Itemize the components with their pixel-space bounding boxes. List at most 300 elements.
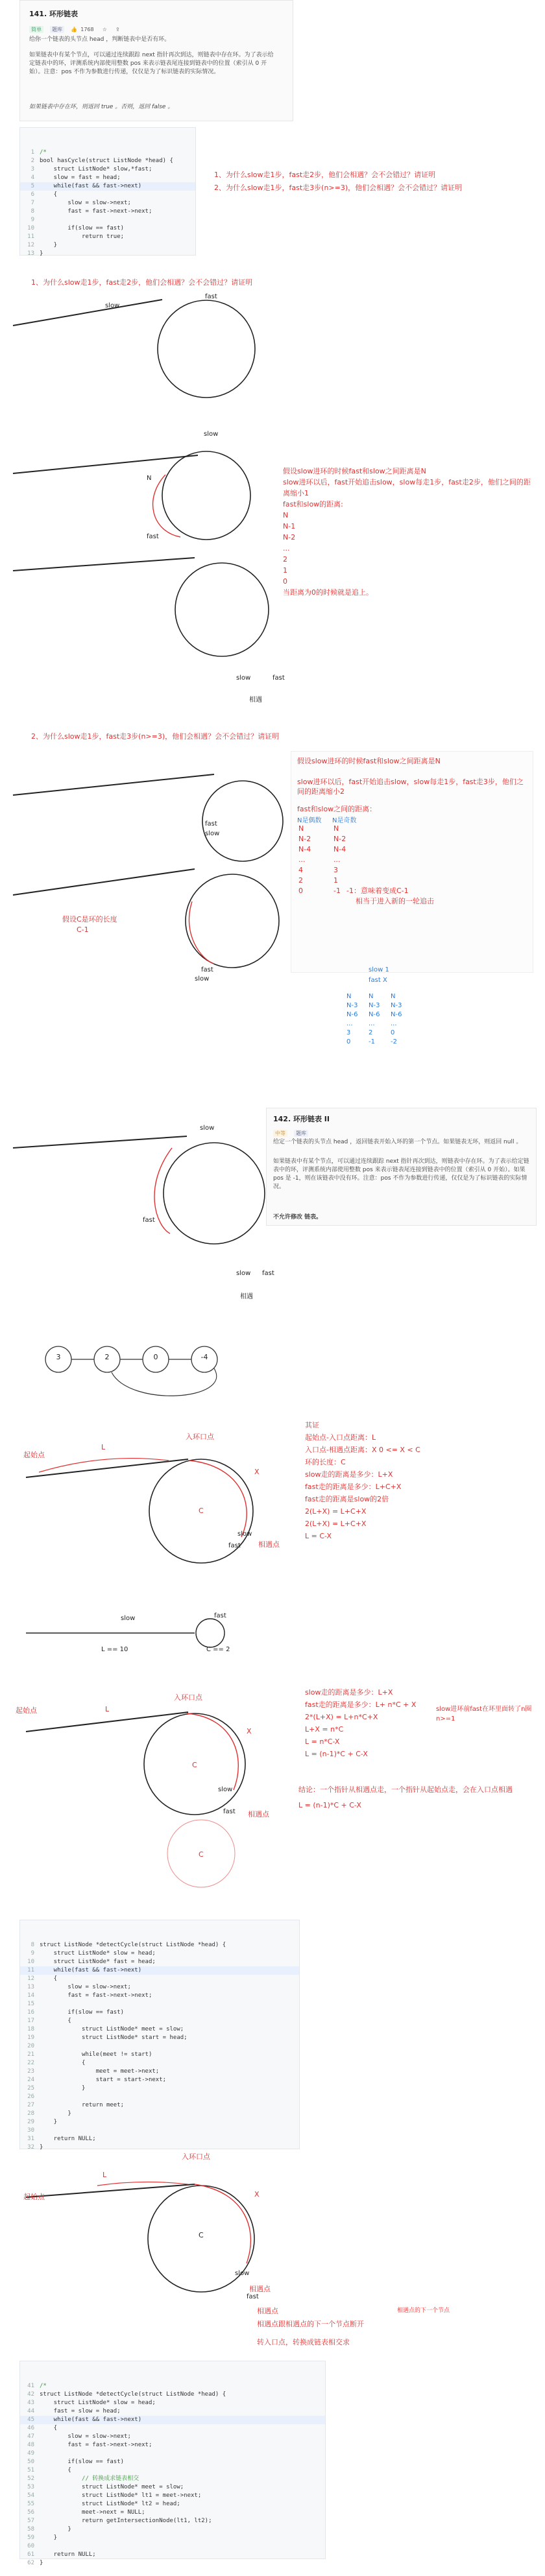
text-line: 0 (298, 887, 303, 895)
node-value: 3 (56, 1353, 61, 1361)
line-number: 57 (27, 2518, 34, 2524)
code-text: while(fast && fast->next) (40, 183, 142, 189)
label-meet-1c: 相遇 (249, 697, 262, 704)
code-line (20, 2382, 325, 2391)
code-line (20, 2416, 325, 2424)
code-text: } (40, 2560, 43, 2566)
problem-142-desc-2: 如果链表中有某个节点，可以通过连续跟踪 next 指针再次到达，则链表中存在环。为了表示给定链表中的环，评测系统内部使用整数 pos 来表示链表尾连接到链表中的位置（索引从 0 开始）。如果 pos 是 -1，则在该链表中没有环。注意：pos 不作为参数进行传递，仅仅是为了标识链表的实际情况。 (273, 1158, 529, 1190)
grid-cell: N-3 (346, 1002, 358, 1009)
code-text: { (40, 2018, 71, 2024)
text-line: N-2 (298, 835, 311, 843)
line-number: 32 (27, 2144, 34, 2151)
cycle-circle (164, 1143, 265, 1244)
line-number: 2 (30, 158, 34, 164)
code-text: start = start->next; (40, 2077, 167, 2083)
list-line (13, 1136, 187, 1148)
code-text: fast = fast->next->next; (40, 2442, 152, 2448)
circle-note: 假设C是环的长度 (62, 915, 117, 924)
text-line: 0 (283, 577, 287, 586)
line-number: 52 (27, 2475, 34, 2482)
line-number: 58 (27, 2526, 34, 2533)
code-text: } (40, 2534, 58, 2541)
code-text: struct ListNode* slow = head; (40, 2400, 156, 2406)
line-number: 3 (30, 166, 34, 173)
code-text: { (40, 1975, 58, 1982)
label-slow-4: slow (235, 2270, 250, 2277)
code-text: struct ListNode* meet = slow; (40, 2026, 184, 2033)
line-number: 13 (27, 1984, 34, 1990)
text-line: 2 (298, 876, 303, 885)
line-number: 12 (27, 242, 34, 248)
label-fast-1a: fast (205, 293, 217, 300)
like-icon[interactable]: 👍 (71, 27, 78, 32)
line-number: 46 (27, 2425, 34, 2431)
label-slow-2a: slow (205, 830, 220, 837)
line-number: 26 (27, 2093, 34, 2100)
code-text: } (40, 2526, 71, 2533)
label-fast-3b: fast (214, 1612, 226, 1619)
diagram-1c (0, 551, 545, 694)
l-brace (39, 1459, 169, 1472)
text-line: slow走的距离是多少：L+X (305, 1688, 393, 1697)
code-text: /* (40, 2383, 47, 2389)
code-text: // 转换成求链表相交 (40, 2475, 139, 2482)
code-line (20, 2017, 299, 2025)
text-line: N-1 (283, 522, 296, 531)
small-cycle (196, 1619, 224, 1647)
l-brace (97, 2182, 188, 2186)
code-line (20, 2483, 325, 2492)
code-text: } (40, 2085, 86, 2092)
code-line (20, 2441, 325, 2450)
node-value: 0 (153, 1353, 158, 1361)
code-line (20, 2542, 325, 2551)
grid-cell: -1 (369, 1038, 375, 1045)
grid-cell: 0 (346, 1038, 351, 1045)
label-slow-142b: slow (236, 1270, 251, 1277)
grid-cell: 0 (391, 1029, 395, 1036)
code-line (20, 224, 195, 233)
list-line (13, 558, 195, 571)
node-value: 2 (104, 1353, 110, 1361)
label-fast-1b: fast (147, 533, 159, 540)
problem-141-card (19, 0, 293, 121)
problem-141-desc-3: 如果链表中存在环，则返回 true 。否则，返回 false 。 (29, 104, 174, 110)
text-line: slow走的距离是多少：L+X (305, 1470, 393, 1479)
diagram-3a (0, 1440, 298, 1582)
label-start-point-2: 起始点 (16, 1706, 37, 1715)
code-block-detect-cycle[interactable] (19, 1920, 300, 2149)
slow-step: slow 1 (369, 966, 389, 973)
problem-142-tags (273, 1125, 311, 1138)
line-number: 27 (27, 2102, 34, 2108)
code-line (20, 216, 195, 224)
code-line (20, 2127, 299, 2135)
difficulty-tag[interactable]: 中等 (273, 1130, 287, 1137)
text-line: L+X = n*C (305, 1725, 344, 1734)
code-text: while(fast && fast->next) (40, 1967, 142, 1974)
text-line: L = (n-1)*C + C-X (305, 1750, 368, 1758)
conclusion: 结论：一个指针从相遇点走，一个指针从起始点走，会在入口点相遇 (298, 1785, 513, 1794)
text-line: N-4 (333, 845, 346, 853)
label-fast-2b: fast (201, 966, 213, 973)
text-line: fast和slow的距离: (283, 500, 343, 508)
x-arc (187, 1713, 238, 1790)
code-line (20, 157, 195, 165)
text-line: fast走的距离是slow的2倍 (305, 1495, 389, 1503)
note-next-node-3: 相遇点的下一个节点 (397, 2308, 450, 2314)
line-number: 45 (27, 2416, 34, 2423)
grid-row (346, 1020, 413, 1029)
text-line: L = n*C-X (305, 1737, 340, 1746)
line-number: 62 (27, 2560, 34, 2566)
line-number: 54 (27, 2492, 34, 2499)
grid-cell: N (369, 993, 374, 1000)
label-meet-4: 相遇点 (249, 2285, 271, 2293)
label-slow-1c: slow (236, 674, 251, 682)
text-line: 起始点-入口点距离：L (305, 1433, 376, 1442)
code-line (20, 2517, 325, 2525)
line-number: 8 (30, 208, 34, 215)
note-intersect: 转入口点，转换成链表相交求 (257, 2338, 350, 2346)
code-text: if(slow == fast) (40, 225, 125, 232)
text-line: 2 (283, 555, 287, 564)
code-line (20, 1975, 299, 1983)
text-line: N (298, 824, 304, 833)
code-line (20, 2034, 299, 2042)
label-slow-142a: slow (200, 1125, 215, 1132)
code-text: } (40, 2119, 58, 2125)
code-text: fast = fast->next->next; (40, 1992, 152, 1999)
code-text: struct ListNode *detectCycle(struct ListNode *head) { (40, 1942, 226, 1948)
label-start-point-4: 起始点 (23, 2193, 45, 2201)
grid-cell: ... (369, 1020, 375, 1027)
line-number: 6 (30, 191, 34, 198)
label-c-2: C (192, 1761, 197, 1769)
text-line: 当距离为0的时候就是追上。 (283, 588, 373, 597)
text-line: 2(L+X) = L+C+X (305, 1520, 367, 1528)
topic-tag[interactable]: 题库 (50, 26, 64, 33)
code-block-has-cycle[interactable] (19, 127, 196, 256)
text-line: L = C-X (305, 1532, 332, 1540)
diagram-3b (0, 1602, 298, 1667)
label-entry-2: 入环口点 (174, 1693, 202, 1702)
code-text: struct ListNode *detectCycle(struct ListNode *head) { (40, 2391, 226, 2398)
label-start-point: 起始点 (23, 1451, 45, 1459)
line-number: 41 (27, 2383, 34, 2389)
line-number: 55 (27, 2501, 34, 2507)
code-text: while(meet != start) (40, 2051, 152, 2058)
grid-cell: N-3 (369, 1002, 380, 1009)
code-line (20, 165, 195, 174)
line-number: 18 (27, 2026, 34, 2033)
code-line (20, 2143, 299, 2152)
code-text: bool hasCycle(struct ListNode *head) { (40, 158, 173, 164)
example-l: L == 10 (101, 1646, 128, 1653)
code-text: { (40, 2467, 71, 2474)
text-line: slow进环以后，fast开始追击slow，slow每走1步，fast走2步，他们之间的距离缩小1 (283, 478, 531, 497)
code-line (20, 1941, 299, 1950)
list-line (13, 869, 195, 895)
line-number: 20 (27, 2043, 34, 2049)
code-line (20, 2534, 325, 2542)
line-number: 8 (30, 1942, 34, 1948)
text-line: 假设slow进环的时候fast和slow之间距离是N (283, 467, 426, 475)
line-number: 60 (27, 2543, 34, 2549)
label-meet-point-2: 相遇点 (248, 1810, 269, 1819)
label-fast-4: fast (247, 2293, 259, 2300)
code-line (20, 2466, 325, 2475)
code-line (20, 1966, 299, 1975)
text-line: 环的长度：C (305, 1458, 346, 1466)
label-c: C (199, 1507, 204, 1515)
node-value: -4 (200, 1353, 208, 1361)
conclusion-formula: L = (n-1)*C + C-X (298, 1801, 361, 1809)
line-number: 21 (27, 2051, 34, 2058)
code-text: if(slow == fast) (40, 2459, 125, 2465)
code-line (20, 2025, 299, 2034)
derivation-1 (305, 1419, 532, 1542)
grid-cell: -2 (391, 1038, 397, 1045)
problem-141-tags (29, 21, 120, 34)
label-fast-1c: fast (272, 674, 285, 682)
label-fast-3c: fast (223, 1808, 236, 1815)
label-entry: 入环口点 (186, 1433, 214, 1441)
line-number: 43 (27, 2400, 34, 2406)
line-number: 16 (27, 2009, 34, 2016)
line-number: 59 (27, 2534, 34, 2541)
x-arc (195, 2184, 250, 2263)
line-number: 7 (30, 200, 34, 206)
grid-cell: N-3 (391, 1002, 402, 1009)
problem-141-desc-2: 如果链表中有某个节点，可以通过连续跟踪 next 指针再次到达，则链表中存在环。为了表示给定链表中的环，评测系统内部使用整数 pos 来表示链表尾连接到链表中的位置（索引从 0 开始）。注意：pos 不作为参数进行传递，仅仅是为了标识链表的实际情况。 (29, 52, 274, 75)
text-line: N-2 (333, 835, 346, 843)
text-line: 2(L+X) = L+C+X (305, 1507, 367, 1516)
circle-note-2: C-1 (77, 925, 89, 934)
line-number: 10 (27, 1959, 34, 1965)
code-line (20, 191, 195, 199)
code-text: { (40, 191, 58, 198)
line-number: 4 (30, 174, 34, 181)
line-number: 17 (27, 2018, 34, 2024)
text-line: fast走的距离是多少：L+C+X (305, 1483, 402, 1491)
code-text: return true; (40, 233, 125, 240)
topic-tag[interactable]: 题库 (294, 1130, 308, 1137)
line-number: 23 (27, 2068, 34, 2075)
code-text: return getIntersectionNode(lt1, lt2); (40, 2518, 212, 2524)
distance-arc (189, 901, 214, 964)
label-fast-142b: fast (262, 1270, 274, 1277)
node-labels (0, 1353, 272, 1366)
code-line (20, 149, 195, 157)
text-line: 4 (298, 866, 303, 874)
side-note: slow进环前fast在环里面转了n圈 n>=1 (436, 1706, 532, 1723)
code-line (20, 2391, 325, 2399)
star-icon[interactable]: ☆ (102, 27, 107, 32)
label-slow-1a: slow (105, 302, 120, 309)
line-number: 49 (27, 2450, 34, 2457)
label-n-1b: N (147, 475, 152, 482)
code-text: struct ListNode* lt2 = head; (40, 2501, 180, 2507)
code-line (20, 2475, 325, 2483)
grid-row (346, 992, 413, 1001)
code-text: while(fast && fast->next) (40, 2416, 142, 2423)
code-line (20, 2101, 299, 2110)
code-line (20, 2399, 325, 2407)
grid-cell: ... (346, 1020, 353, 1027)
code-line (20, 2450, 325, 2458)
text-line: 其证 (305, 1421, 319, 1429)
line-number: 19 (27, 2034, 34, 2041)
wrong-note: -1：意味着变成C-1 (346, 887, 409, 895)
code-text: } (40, 242, 58, 248)
code-line (20, 2500, 325, 2509)
code-text: meet = meet->next; (40, 2068, 160, 2075)
text-line: fast走的距离是多少：L+ n*C + X (305, 1700, 417, 1709)
code-line (20, 250, 195, 258)
section-1-heading: 1、为什么slow走1步，fast走2步，他们会相遇？会不会错过？请证明 (31, 278, 253, 287)
code-text: slow = slow->next; (40, 2433, 131, 2440)
cycle-circle (175, 563, 269, 656)
line-number: 53 (27, 2484, 34, 2490)
code-line (20, 2093, 299, 2101)
code-line (20, 2051, 299, 2059)
line-number: 44 (27, 2408, 34, 2415)
odd-label: N是奇数 (332, 817, 357, 824)
fast-step: fast X (369, 977, 387, 984)
question-1: 1、为什么slow走1步，fast走2步，他们会相遇？会不会错过？请证明 (214, 171, 436, 179)
list-line (26, 1712, 188, 1732)
code-line (20, 174, 195, 182)
list-line (26, 2184, 195, 2197)
problem-141-title: 141. 环形链表 (29, 10, 78, 18)
line-number: 15 (27, 2001, 34, 2007)
label-slow-3a: slow (237, 1531, 252, 1538)
line-number: 56 (27, 2509, 34, 2516)
code-text: meet->next = NULL; (40, 2509, 145, 2516)
line-number: 11 (27, 1967, 34, 1974)
sequence-even (298, 824, 311, 896)
text-line: ... (333, 855, 341, 864)
code-line (20, 199, 195, 208)
text-line: N-4 (298, 845, 311, 853)
share-icon[interactable]: ⇪ (115, 27, 120, 32)
text-line: -1 (333, 887, 341, 895)
grid-row (346, 1010, 413, 1020)
code-line (20, 2076, 299, 2084)
code-text: } (40, 2110, 71, 2117)
code-line (20, 2084, 299, 2093)
derivation-2 (305, 1686, 435, 1760)
sequence-odd (333, 824, 346, 896)
grid-cell: N-6 (391, 1011, 402, 1018)
line-number: 9 (30, 217, 34, 223)
code-line (20, 2110, 299, 2118)
code-line (20, 2433, 325, 2441)
list-line (13, 774, 214, 795)
line-number: 9 (30, 1950, 34, 1957)
line-number: 31 (27, 2136, 34, 2142)
line-number: 47 (27, 2433, 34, 2440)
line-number: 25 (27, 2085, 34, 2092)
label-meet-point: 相遇点 (258, 1540, 280, 1549)
grid-cell: ... (391, 1020, 397, 1027)
code-text: struct ListNode* slow,*fast; (40, 166, 152, 173)
line-number: 42 (27, 2391, 34, 2398)
code-line (20, 2000, 299, 2009)
label-entry-4: 入环口点 (182, 2153, 210, 2161)
label-l-4: L (103, 2171, 107, 2179)
line-number: 5 (30, 183, 34, 189)
like-count: 1768 (80, 27, 94, 32)
grid-row (346, 1038, 413, 1047)
code-text: } (40, 250, 43, 257)
code-text: slow = slow->next; (40, 200, 131, 206)
note-next-node: 相遇点 (257, 2307, 278, 2315)
text-line: 1 (333, 876, 338, 885)
code-text: return NULL; (40, 2551, 96, 2558)
code-text: fast = slow = head; (40, 2408, 121, 2415)
code-line (20, 2525, 325, 2534)
code-line (20, 2424, 325, 2433)
code-line (20, 1992, 299, 2000)
code-text: struct ListNode* fast = head; (40, 1959, 156, 1965)
code-text: struct ListNode* start = head; (40, 2034, 188, 2041)
difficulty-tag[interactable]: 简单 (29, 26, 43, 33)
problem-142-desc-1: 给定一个链表的头节点 head ，返回链表开始入环的第一个节点。如果链表无环，则返回 null 。 (273, 1139, 522, 1145)
code-line (20, 182, 195, 191)
label-slow-1b: slow (204, 431, 219, 438)
diagram-142a (0, 1122, 272, 1265)
diagram-2b (0, 856, 298, 986)
step-grid (346, 992, 413, 1047)
code-block-detect-cycle-2[interactable] (19, 2361, 326, 2566)
label-fast-142a: fast (143, 1217, 155, 1224)
line-number: 13 (27, 250, 34, 257)
section-2-p1: 假设slow进环的时候fast和slow之间距离是N (297, 757, 441, 765)
code-text: { (40, 2425, 58, 2431)
line-number: 1 (30, 149, 34, 156)
line-number: 61 (27, 2551, 34, 2558)
text-line: N (283, 511, 289, 519)
diagram-1a (0, 285, 545, 415)
code-text: return meet; (40, 2102, 125, 2108)
label-fast-3a: fast (228, 1542, 241, 1549)
grid-cell: N-6 (369, 1011, 380, 1018)
code-line (20, 2135, 299, 2143)
code-line (20, 2059, 299, 2068)
code-line (20, 241, 195, 250)
line-number: 30 (27, 2127, 34, 2134)
line-number: 11 (27, 233, 34, 240)
code-line (20, 2458, 325, 2466)
even-label: N是偶数 (297, 817, 322, 824)
line-number: 48 (27, 2442, 34, 2448)
code-line (20, 2118, 299, 2127)
cycle-circle (162, 451, 250, 540)
code-line (20, 2407, 325, 2416)
problem-141-desc-1: 给你一个链表的头节点 head ，判断链表中是否有环。 (29, 36, 171, 43)
text-line: ... (298, 855, 306, 864)
text-line: N (333, 824, 339, 833)
label-meet-142: 相遇 (240, 1293, 253, 1300)
problem-142-title: 142. 环形链表 II (273, 1115, 330, 1123)
section-2-heading: 2、为什么slow走1步，fast走3步(n>=3)，他们会相遇？会不会错过？请证明 (31, 732, 280, 741)
section-2-p3: fast和slow之间的距离： (297, 805, 377, 813)
code-line (20, 1958, 299, 1966)
cycle-circle (158, 300, 255, 398)
grid-cell: 3 (346, 1029, 351, 1036)
